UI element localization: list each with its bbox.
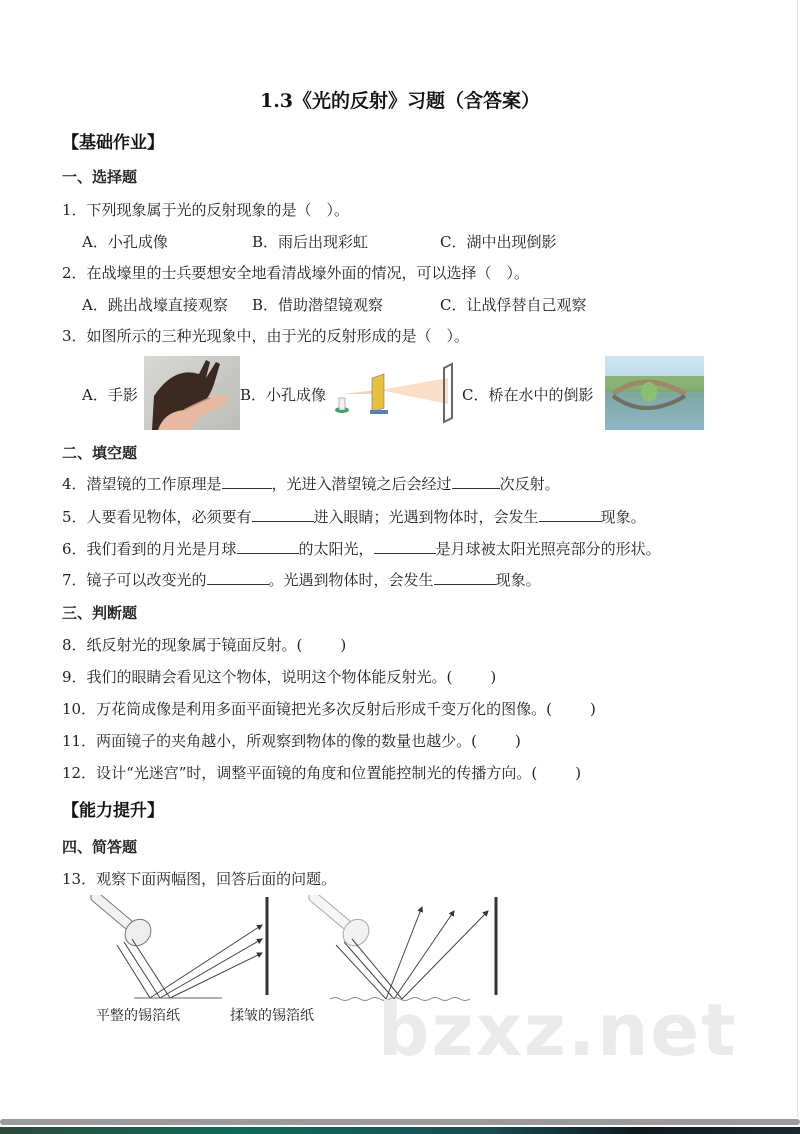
q6-blank-1[interactable]: [237, 539, 299, 554]
flat-foil-reflection-icon: [62, 895, 282, 1005]
desktop-taskbar-strip: [0, 1127, 800, 1134]
q2-option-c: C．让战俘替自己观察: [440, 296, 587, 314]
question-5: [62, 506, 646, 527]
q4-text-1: 4．潜望镜的工作原理是: [62, 475, 222, 493]
pinhole-image: [330, 360, 460, 424]
section-advanced-heading: 【能力提升】: [62, 801, 164, 821]
q7-text-1: 7．镜子可以改变光的: [62, 571, 207, 589]
q1-option-a: A．小孔成像: [82, 233, 168, 251]
q8-close: ): [340, 636, 347, 654]
pinhole-camera-icon: [330, 360, 460, 424]
q11-close: ): [514, 732, 521, 750]
q10-close: ): [589, 700, 596, 718]
q5-text-2: 进入眼睛；光遇到物体时，会发生: [313, 508, 539, 526]
q5-text-1: 5．人要看见物体，必须要有: [62, 508, 252, 526]
caption-flat-foil: 平整的锡箔纸: [96, 1008, 180, 1024]
q12-close: ): [575, 764, 582, 782]
q5-blank-2[interactable]: [539, 507, 601, 522]
q1-option-c: C．湖中出现倒影: [440, 233, 557, 251]
q9-text: 9．我们的眼睛会看见这个物体，说明这个物体能反射光。(: [62, 668, 453, 686]
q10-text: 10．万花筒成像是利用多面平面镜把光多次反射后形成千变万化的图像。(: [62, 700, 552, 718]
q12-text: 12．设计“光迷宫”时，调整平面镜的角度和位置能控制光的传播方向。(: [62, 764, 538, 782]
q4-blank-1[interactable]: [222, 474, 272, 489]
q11-text: 11．两面镜子的夹角越小，所观察到物体的像的数量也越少。(: [62, 732, 477, 750]
question-4: [62, 473, 560, 494]
bridge-reflection-image: [605, 356, 704, 430]
question-3: 3．如图所示的三种光现象中，由于光的反射形成的是（ ）。: [62, 327, 470, 345]
section-basic-heading: 【基础作业】: [62, 133, 164, 153]
q2-option-b: B．借助潜望镜观察: [252, 296, 384, 314]
q4-text-3: 次反射。: [499, 475, 560, 493]
q6-text-1: 6．我们看到的月光是月球: [62, 540, 237, 558]
question-13: 13．观察下面两幅图，回答后面的问题。: [62, 870, 337, 888]
q8-text: 8．纸反射光的现象属于镜面反射。(: [62, 636, 303, 654]
q6-text-3: 是月球被太阳光照亮部分的形状。: [435, 540, 661, 558]
part-choice-heading: 一、选择题: [62, 168, 138, 186]
q3-option-b: B．小孔成像: [240, 386, 327, 404]
flat-foil-diagram: [62, 895, 282, 1005]
q5-text-3: 现象。: [600, 508, 646, 526]
q4-blank-2[interactable]: [452, 474, 500, 489]
question-12: [62, 762, 581, 783]
part-fill-heading: 二、填空题: [62, 444, 138, 462]
q6-blank-2[interactable]: [374, 539, 436, 554]
q4-text-2: ，光进入潜望镜之后会经过: [271, 475, 452, 493]
q6-text-2: 的太阳光，: [298, 540, 374, 558]
part-judge-heading: 三、判断题: [62, 604, 138, 622]
horizontal-scrollbar[interactable]: [0, 1119, 800, 1125]
page-title: 1.3《光的反射》习题（含答案）: [259, 90, 541, 112]
question-10: [62, 698, 596, 719]
question-11: [62, 730, 521, 751]
q7-text-2: 。光遇到物体时，会发生: [268, 571, 434, 589]
question-1: 1．下列现象属于光的反射现象的是（ ）。: [62, 201, 350, 219]
question-7: [62, 569, 541, 590]
question-8: [62, 634, 346, 655]
q1-option-b: B．雨后出现彩虹: [252, 233, 369, 251]
q5-blank-1[interactable]: [252, 507, 314, 522]
q7-blank-1[interactable]: [207, 570, 269, 585]
hand-shadow-image: [144, 356, 240, 430]
watermark: bzxz.net: [378, 988, 738, 1072]
bridge-icon: [605, 356, 704, 430]
part-short-heading: 四、简答题: [62, 838, 138, 856]
caption-crumpled-foil: 揉皱的锡箔纸: [230, 1008, 314, 1024]
q7-blank-2[interactable]: [434, 570, 496, 585]
question-9: [62, 666, 496, 687]
hand-shadow-icon: [144, 356, 240, 430]
q9-close: ): [490, 668, 497, 686]
q3-option-c: C．桥在水中的倒影: [462, 386, 594, 404]
q3-option-a: A．手影: [82, 386, 138, 404]
q2-option-a: A．跳出战壕直接观察: [82, 296, 228, 314]
question-6: [62, 538, 661, 559]
q7-text-3: 现象。: [495, 571, 541, 589]
question-2: 2．在战壕里的士兵要想安全地看清战壕外面的情况，可以选择（ ）。: [62, 264, 530, 282]
